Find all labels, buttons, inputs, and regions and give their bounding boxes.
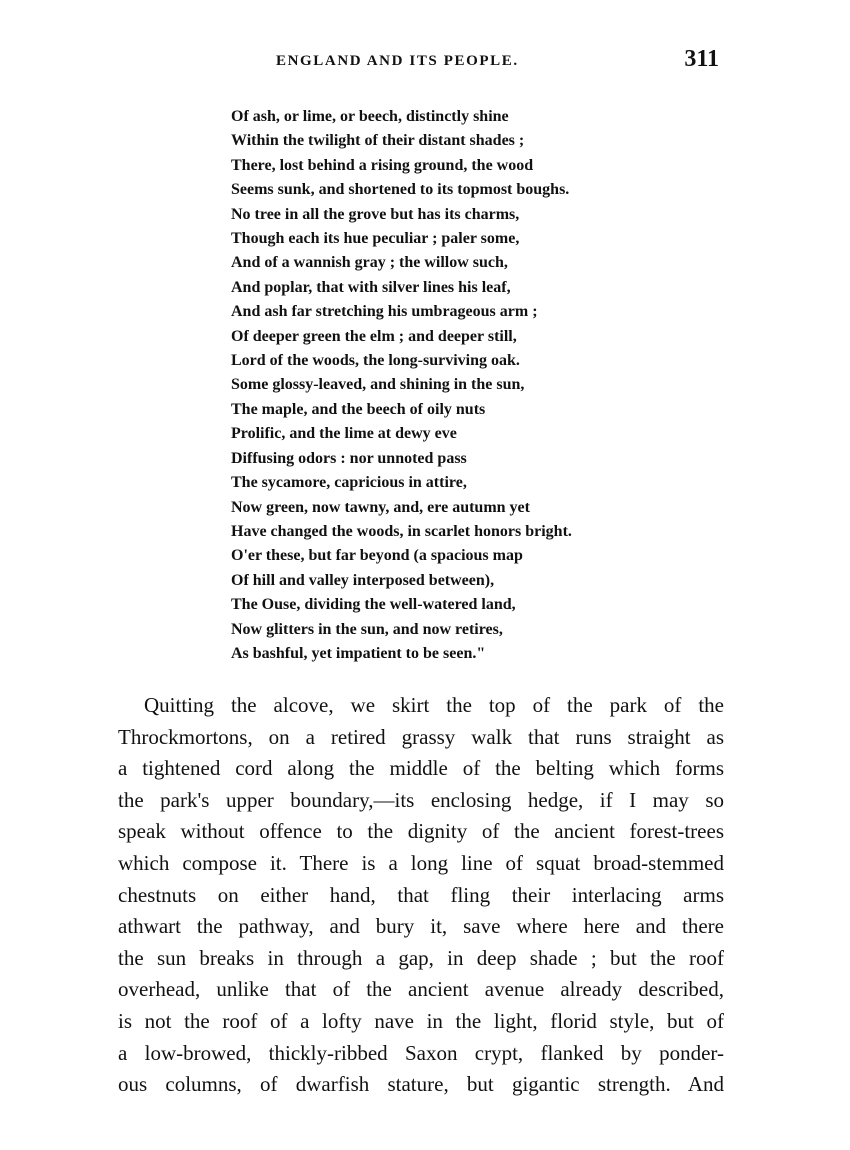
poem-line: Lord of the woods, the long-surviving oak. [231,352,520,370]
paragraph-line: chestnuts on either hand, that fling their interlacing arms [118,882,724,907]
poem-line: Some glossy-leaved, and shining in the sun, [231,376,525,394]
poem-line: No tree in all the grove but has its charms, [231,205,520,223]
poem-line: And of a wannish gray ; the willow such, [231,254,508,272]
paragraph-line: overhead, unlike that of the ancient avenue already described, [118,977,724,1002]
running-title: ENGLAND AND ITS PEOPLE. [276,53,519,69]
poem-line: Now green, now tawny, and, ere autumn yet [231,498,530,516]
poem-line: There, lost behind a rising ground, the wood [231,156,534,174]
poem-line: Though each its hue peculiar ; paler some, [231,230,520,248]
poem-line: Of hill and valley interposed between), [231,571,495,589]
poem-line: Of ash, or lime, or beech, distinctly shine [231,108,509,125]
poem-line: Have changed the woods, in scarlet honors bright. [231,522,572,540]
poem-line: O'er these, but far beyond (a spacious map [231,547,523,565]
paragraph-line: a low-browed, thickly-ribbed Saxon crypt, flanked by ponder- [118,1040,724,1065]
paragraph-line: Throckmortons, on a retired grassy walk that runs straight as [118,724,724,749]
paragraph-line: which compose it. There is a long line of squat broad-stemmed [118,850,724,875]
page-number: 311 [684,46,719,72]
poem-line: The maple, and the beech of oily nuts [231,400,486,418]
paragraph-line: ous columns, of dwarfish stature, but gigantic strength. And [118,1072,724,1097]
poem-line: Of deeper green the elm ; and deeper still, [231,327,517,345]
poem-excerpt [231,105,661,666]
paragraph-line: is not the roof of a lofty nave in the light, florid style, but of [118,1008,724,1033]
body-paragraph [118,690,724,1101]
poem-line: Prolific, and the lime at dewy eve [231,425,457,443]
poem-line: Within the twilight of their distant shades ; [231,132,525,150]
poem-line: Diffusing odors : nor unnoted pass [231,449,467,467]
paragraph-line: speak without offence to the dignity of the ancient forest-trees [118,819,724,844]
poem-line: As bashful, yet impatient to be seen." [231,644,486,662]
paragraph-line: a tightened cord along the middle of the belting which forms [118,756,724,781]
poem-line: And ash far stretching his umbrageous arm ; [231,303,538,321]
poem-line: Now glitters in the sun, and now retires, [231,620,503,638]
running-head [118,46,723,78]
poem-line: The sycamore, capricious in attire, [231,474,467,492]
paragraph-line: the park's upper boundary,—its enclosing hedge, if I may so [118,787,724,812]
poem-line: The Ouse, dividing the well-watered land, [231,596,516,614]
paragraph-line: athwart the pathway, and bury it, save where here and there [118,914,724,939]
poem-line: Seems sunk, and shortened to its topmost boughs. [231,181,570,199]
poem-line: And poplar, that with silver lines his leaf, [231,278,511,296]
paragraph-line: Quitting the alcove, we skirt the top of the park of the [144,693,724,717]
paragraph-line: the sun breaks in through a gap, in deep shade ; but the roof [118,945,724,970]
